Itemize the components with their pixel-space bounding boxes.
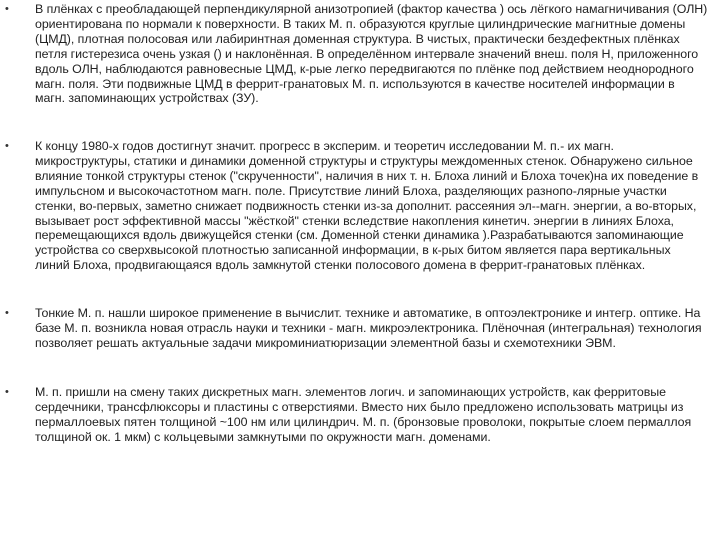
paragraph-applications: Тонкие М. п. нашли широкое применение в вычислит. технике и автоматике, в оптоэлектронике и интегр. оптике. На базе М. п. возникла новая отрасль науки и техники - магн. микроэлектроника. Плёночная (интегральная) технология позволяет решать актуальные задачи микроминиатюризации элементной базы и схемотехники ЭВМ.	[35, 306, 702, 350]
bullet-marker: •	[5, 140, 9, 152]
bullet-marker: •	[5, 3, 9, 15]
paragraph-bloch-lines: К концу 1980-х годов достигнут значит. прогресс в эксперим. и теоретич исследовании М. п.- их магн. микроструктуры, статики и динамики доменной структуры и структуры междоменных стенок. Обнаружено сильное влияние тонкой структуры стенок ("скрученности", наличия в них т. н. Блоха линий и Блоха точек)на их поведение в импульсном и высокочастотном магн. поле. Присутствие линий Блоха, разделяющих разнопо-лярные участки стенки, во-первых, заметно снижает подвижность стенки из-за дополнит. рассеяния эл--магн. энергии, а во-вторых, вызывает рост эффективной массы "жёсткой" стенки вследствие накопления кинетич. энергии в линиях Блоха, перемещающихся вдоль движущейся стенки (см. Доменной стенки динамика ).Разрабатываются запоминающие устройства со сверхвысокой плотностью записанной информации, в к-рых битом является пара вертикальных линий Блоха, продвигающаяся вдоль замкнутой стенки полосового домена в феррит-гранатовых плёнках.	[35, 139, 699, 273]
bullet-marker: •	[5, 386, 9, 398]
bullet-marker: •	[5, 307, 9, 319]
paragraph-perpendicular-anisotropy: В плёнках с преобладающей перпендикулярной анизотропией (фактор качества ) ось лёгкого намагничивания (ОЛН) ориентирована по нормали к поверхности. В таких М. п. образуются круглые цилиндрические магнитные домены (ЦМД), плотная полосовая или лабиринтная доменная структура. В чистых, практически бездефектных плёнках петля гистерезиса очень узкая () и наклонённая. В определённом интервале значений внеш. поля Н, приложенного вдоль ОЛН, наблюдаются равновесные ЦМД, к-рые легко передвигаются по плёнке под действием неоднородного магн. поля. Эти подвижные ЦМД в феррит-гранатовых М. п. используются в качестве носителей информации в магн. запоминающих устройствах (ЗУ).	[35, 2, 708, 106]
paragraph-replacement-elements: М. п. пришли на смену таких дискретных магн. элементов логич. и запоминающих устройств, как ферритовые сердечники, трансфлюксоры и пластины с отверстиями. Вместо них было предложено использовать матрицы из пермаллоевых пятен толщиной ~100 нм или цилиндрич. М. п. (бронзовые проволоки, покрытые слоем пермаллоя толщиной ок. 1 мкм) с кольцевыми замкнутыми по окружности магн. доменами.	[35, 385, 692, 444]
